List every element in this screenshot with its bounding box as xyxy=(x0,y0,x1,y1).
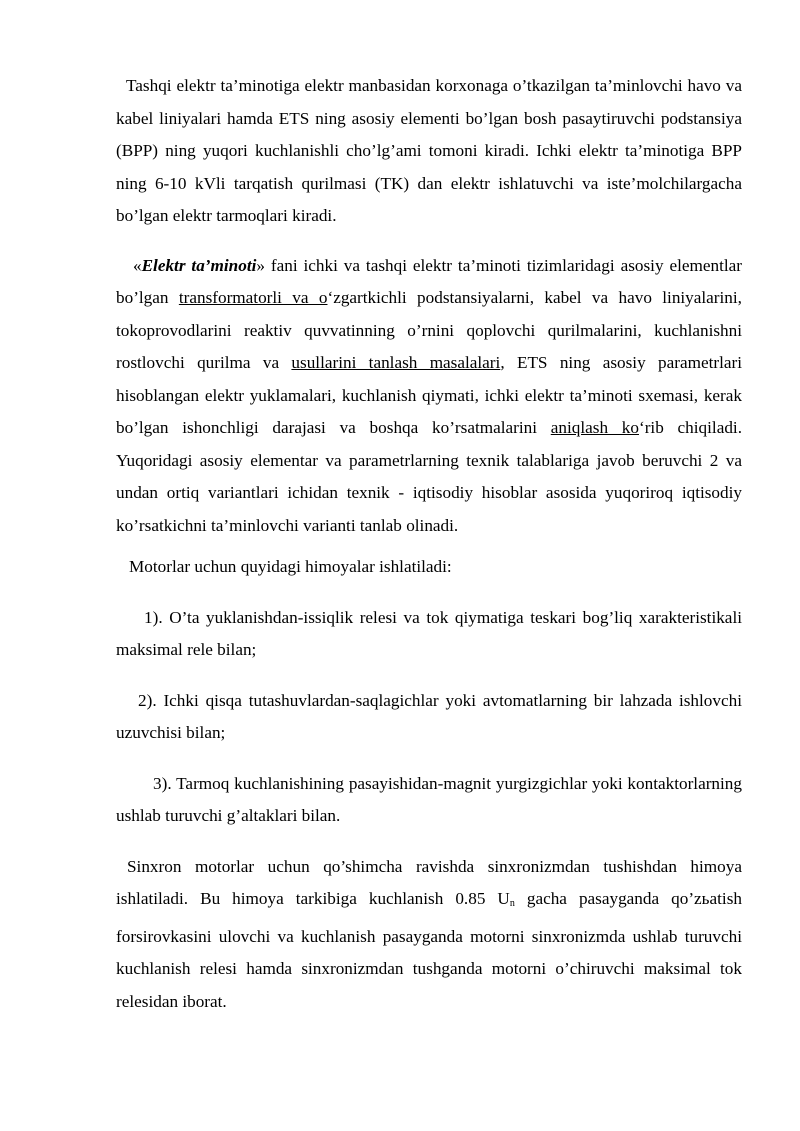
text-segment: ‘rib chiqiladi. Yuqoridagi asosiy elementar va parametrlarning texnik talablariga javob beruvchi 2 va undan ortiq variantlari ichidan texnik - iqtisodiy hisoblar asosida yuqoriroq iqtisodiy ko’rsatkichni ta’minlovchi varianti tanlab olinadi. xyxy=(116,418,742,535)
paragraph-synchronous-motors xyxy=(116,851,742,1019)
text-segment: , ETS ning asosiy parametrlari hisoblangan elektr yuklamalari, kuchlanish qiymati, ichki elektr ta’minoti sxemasi, kerak bo’lgan ishonchligi darajasi va boshqa ko’rsatmalarini xyxy=(116,353,742,437)
document-page xyxy=(116,70,742,1018)
text-segment: ‘zgartkichli podstansiyalarni, kabel va havo liniyalarini, tokoprovodlarini reaktiv quvvatinning o’rnini qoplovchi qurilmalarini, kuchlanishni rostlovchi qurilma va xyxy=(116,288,742,372)
list-item-overload: 1). O’ta yuklanishdan-issiqlik relesi va tok qiymatiga teskari bog’liq xarakteristikali maksimal rele bilan; xyxy=(116,607,742,659)
text-segment: fani ichki va tashqi elektr ta’minoti tizimlaridagi asosiy elementlar bo’lgan xyxy=(116,255,742,307)
underlined-text: transformatorli va o xyxy=(178,288,328,307)
paragraph-external-supply: Tashqi elektr ta’minotiga elektr manbasidan korxonaga o’tkazilgan ta’minlovchi havo va kabel liniyalari hamda ETS ning asosiy elementi bo’lgan bosh pasaytiruvchi podstansiya (BPP) ning yuqori kuchlanishli cho’lg’ami tomoni kiradi. Ichki elektr ta’minotiga BPP ning 6-10 kVli tarqatish qurilmasi (TK) dan elektr ishlatuvchi va iste’molchilargacha bo’lgan elektr tarmoqlari kiradi. xyxy=(116,76,742,225)
subscript-n: n xyxy=(509,898,515,909)
quote-open: « xyxy=(133,255,142,275)
paragraph-course-description xyxy=(116,250,742,543)
course-title: Elektr ta’minoti xyxy=(141,255,257,275)
underlined-text: usullarini tanlash masalalari xyxy=(291,353,501,372)
text-segment: gacha pasayganda qo’zьatish forsirovkasini ulovchi va kuchlanish pasayganda motorni sinxronizmda ushlab turuvchi kuchlanish relesi hamda sinxronizmdan tushganda motorni o’chiruvchi maksimal tok relesidan iborat. xyxy=(116,889,742,1011)
text-segment: Sinxron motorlar uchun qo’shimcha ravishda sinxronizmdan tushishdan himoya ishlatiladi. Bu himoya tarkibiga kuchlanish 0.85 U xyxy=(116,856,742,908)
quote-close: » xyxy=(256,255,265,275)
underlined-text: aniqlash ko xyxy=(550,418,639,437)
list-item-short-circuit: 2). Ichki qisqa tutashuvlardan-saqlagichlar yoki avtomatlarning bir lahzada ishlovchi uzuvchisi bilan; xyxy=(116,690,742,742)
paragraph-protections-intro: Motorlar uchun quyidagi himoyalar ishlatiladi: xyxy=(129,557,452,576)
list-item-undervoltage: 3). Tarmoq kuchlanishining pasayishidan-magnit yurgizgichlar yoki kontaktorlarning ushlab turuvchi g’altaklari bilan. xyxy=(116,773,742,825)
